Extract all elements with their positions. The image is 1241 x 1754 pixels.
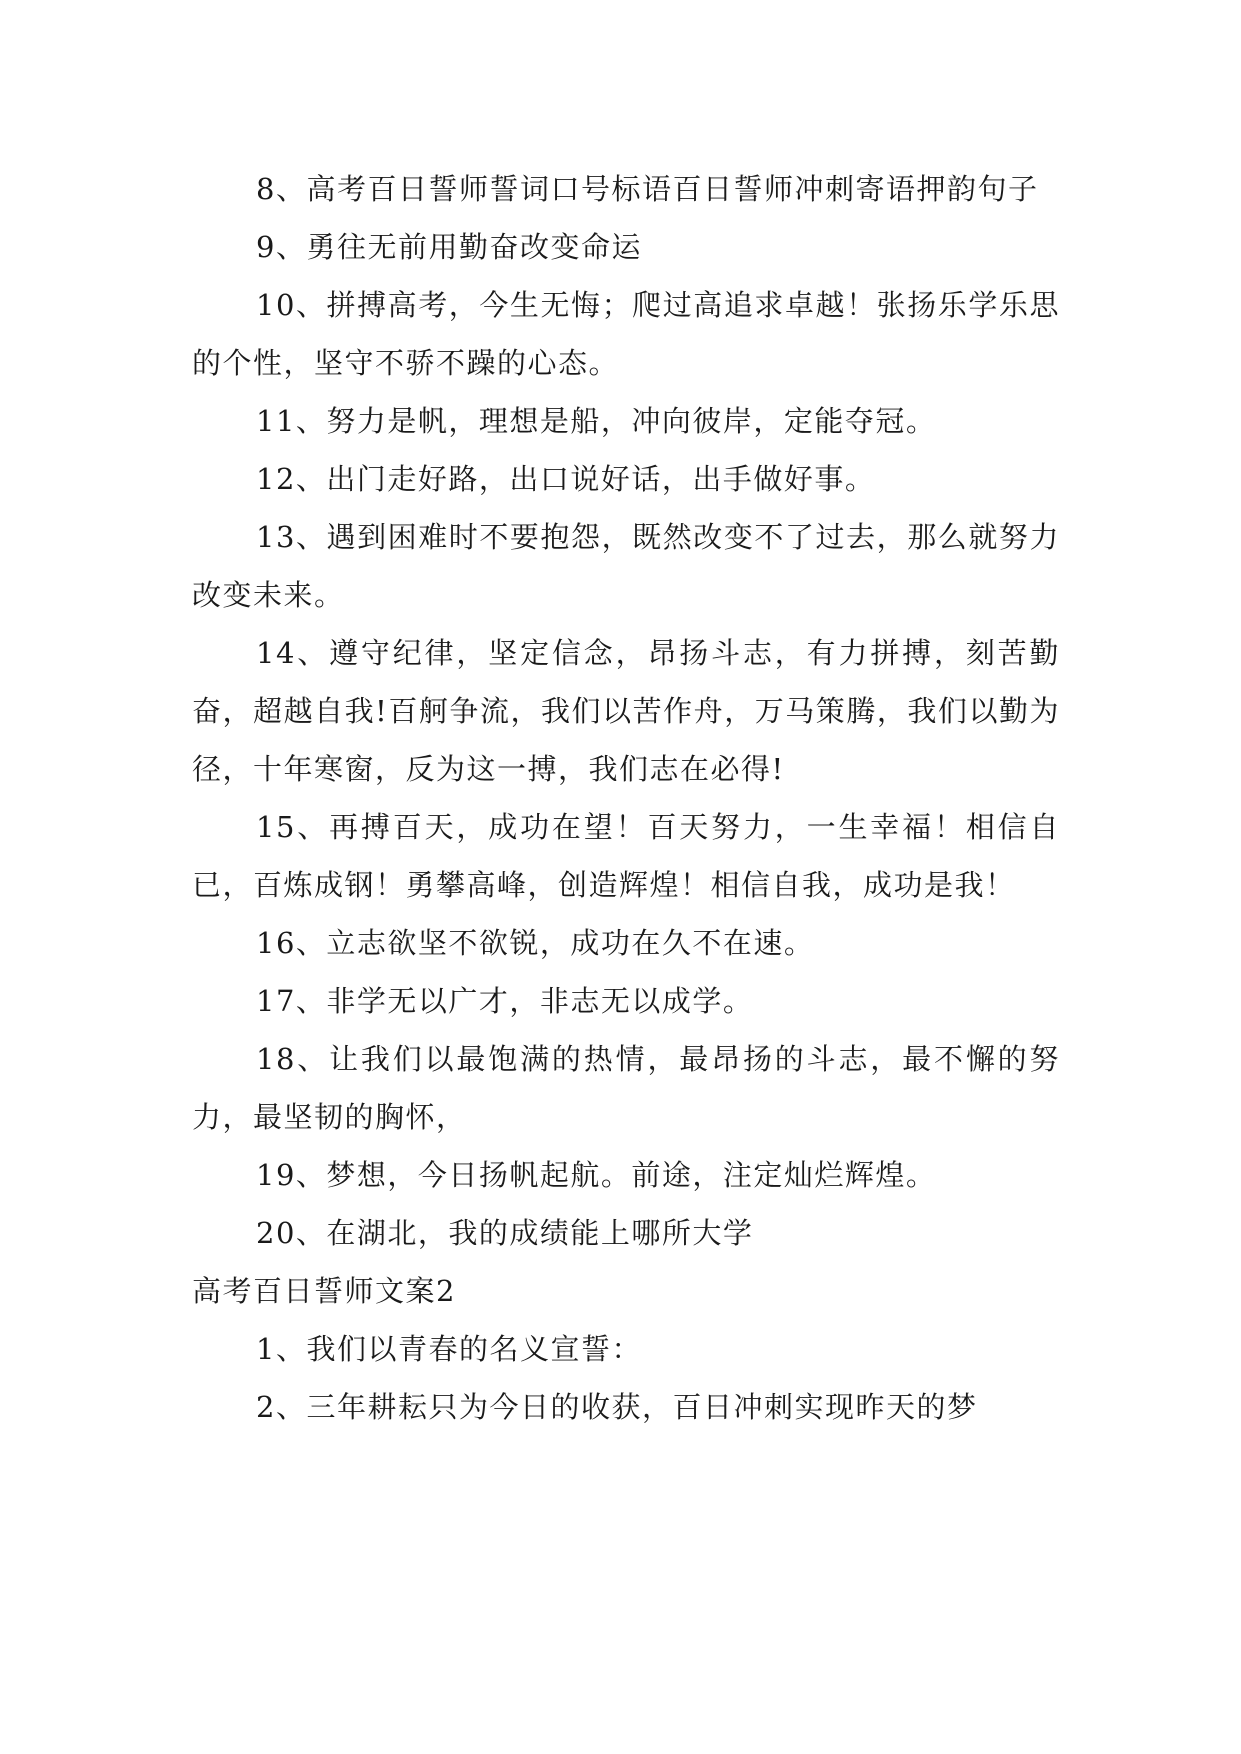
list-item: 13、遇到困难时不要抱怨，既然改变不了过去，那么就努力改变未来。 [192, 520, 1060, 612]
document-body [192, 160, 1060, 1436]
list-item: 11、努力是帆，理想是船，冲向彼岸，定能夺冠。 [256, 404, 937, 438]
list-item: 1、我们以青春的名义宣誓： [256, 1332, 642, 1366]
list-item: 9、勇往无前用勤奋改变命运 [256, 230, 642, 264]
list-item: 17、非学无以广才，非志无以成学。 [256, 984, 754, 1018]
list-item: 14、遵守纪律，坚定信念，昂扬斗志，有力拼搏，刻苦勤奋，超越自我!百舸争流，我们以苦作舟，万马策腾，我们以勤为径，十年寒窗，反为这一搏，我们志在必得! [192, 636, 1060, 786]
section-heading: 高考百日誓师文案2 [192, 1274, 456, 1308]
list-item: 8、高考百日誓师誓词口号标语百日誓师冲刺寄语押韵句子 [256, 172, 1039, 206]
list-item: 18、让我们以最饱满的热情，最昂扬的斗志，最不懈的努力，最坚韧的胸怀， [192, 1042, 1060, 1134]
list-item: 15、再搏百天，成功在望！百天努力，一生幸福！相信自已，百炼成钢！勇攀高峰，创造辉煌！相信自我，成功是我！ [192, 810, 1060, 902]
list-item: 2、三年耕耘只为今日的收获，百日冲刺实现昨天的梦 [256, 1390, 978, 1424]
list-item: 19、梦想，今日扬帆起航。前途，注定灿烂辉煌。 [256, 1158, 937, 1192]
list-item: 16、立志欲坚不欲锐，成功在久不在速。 [256, 926, 815, 960]
list-item: 12、出门走好路，出口说好话，出手做好事。 [256, 462, 876, 496]
list-item: 10、拼搏高考，今生无悔；爬过高追求卓越！张扬乐学乐思的个性，坚守不骄不躁的心态。 [192, 288, 1060, 380]
list-item: 20、在湖北，我的成绩能上哪所大学 [256, 1216, 754, 1250]
